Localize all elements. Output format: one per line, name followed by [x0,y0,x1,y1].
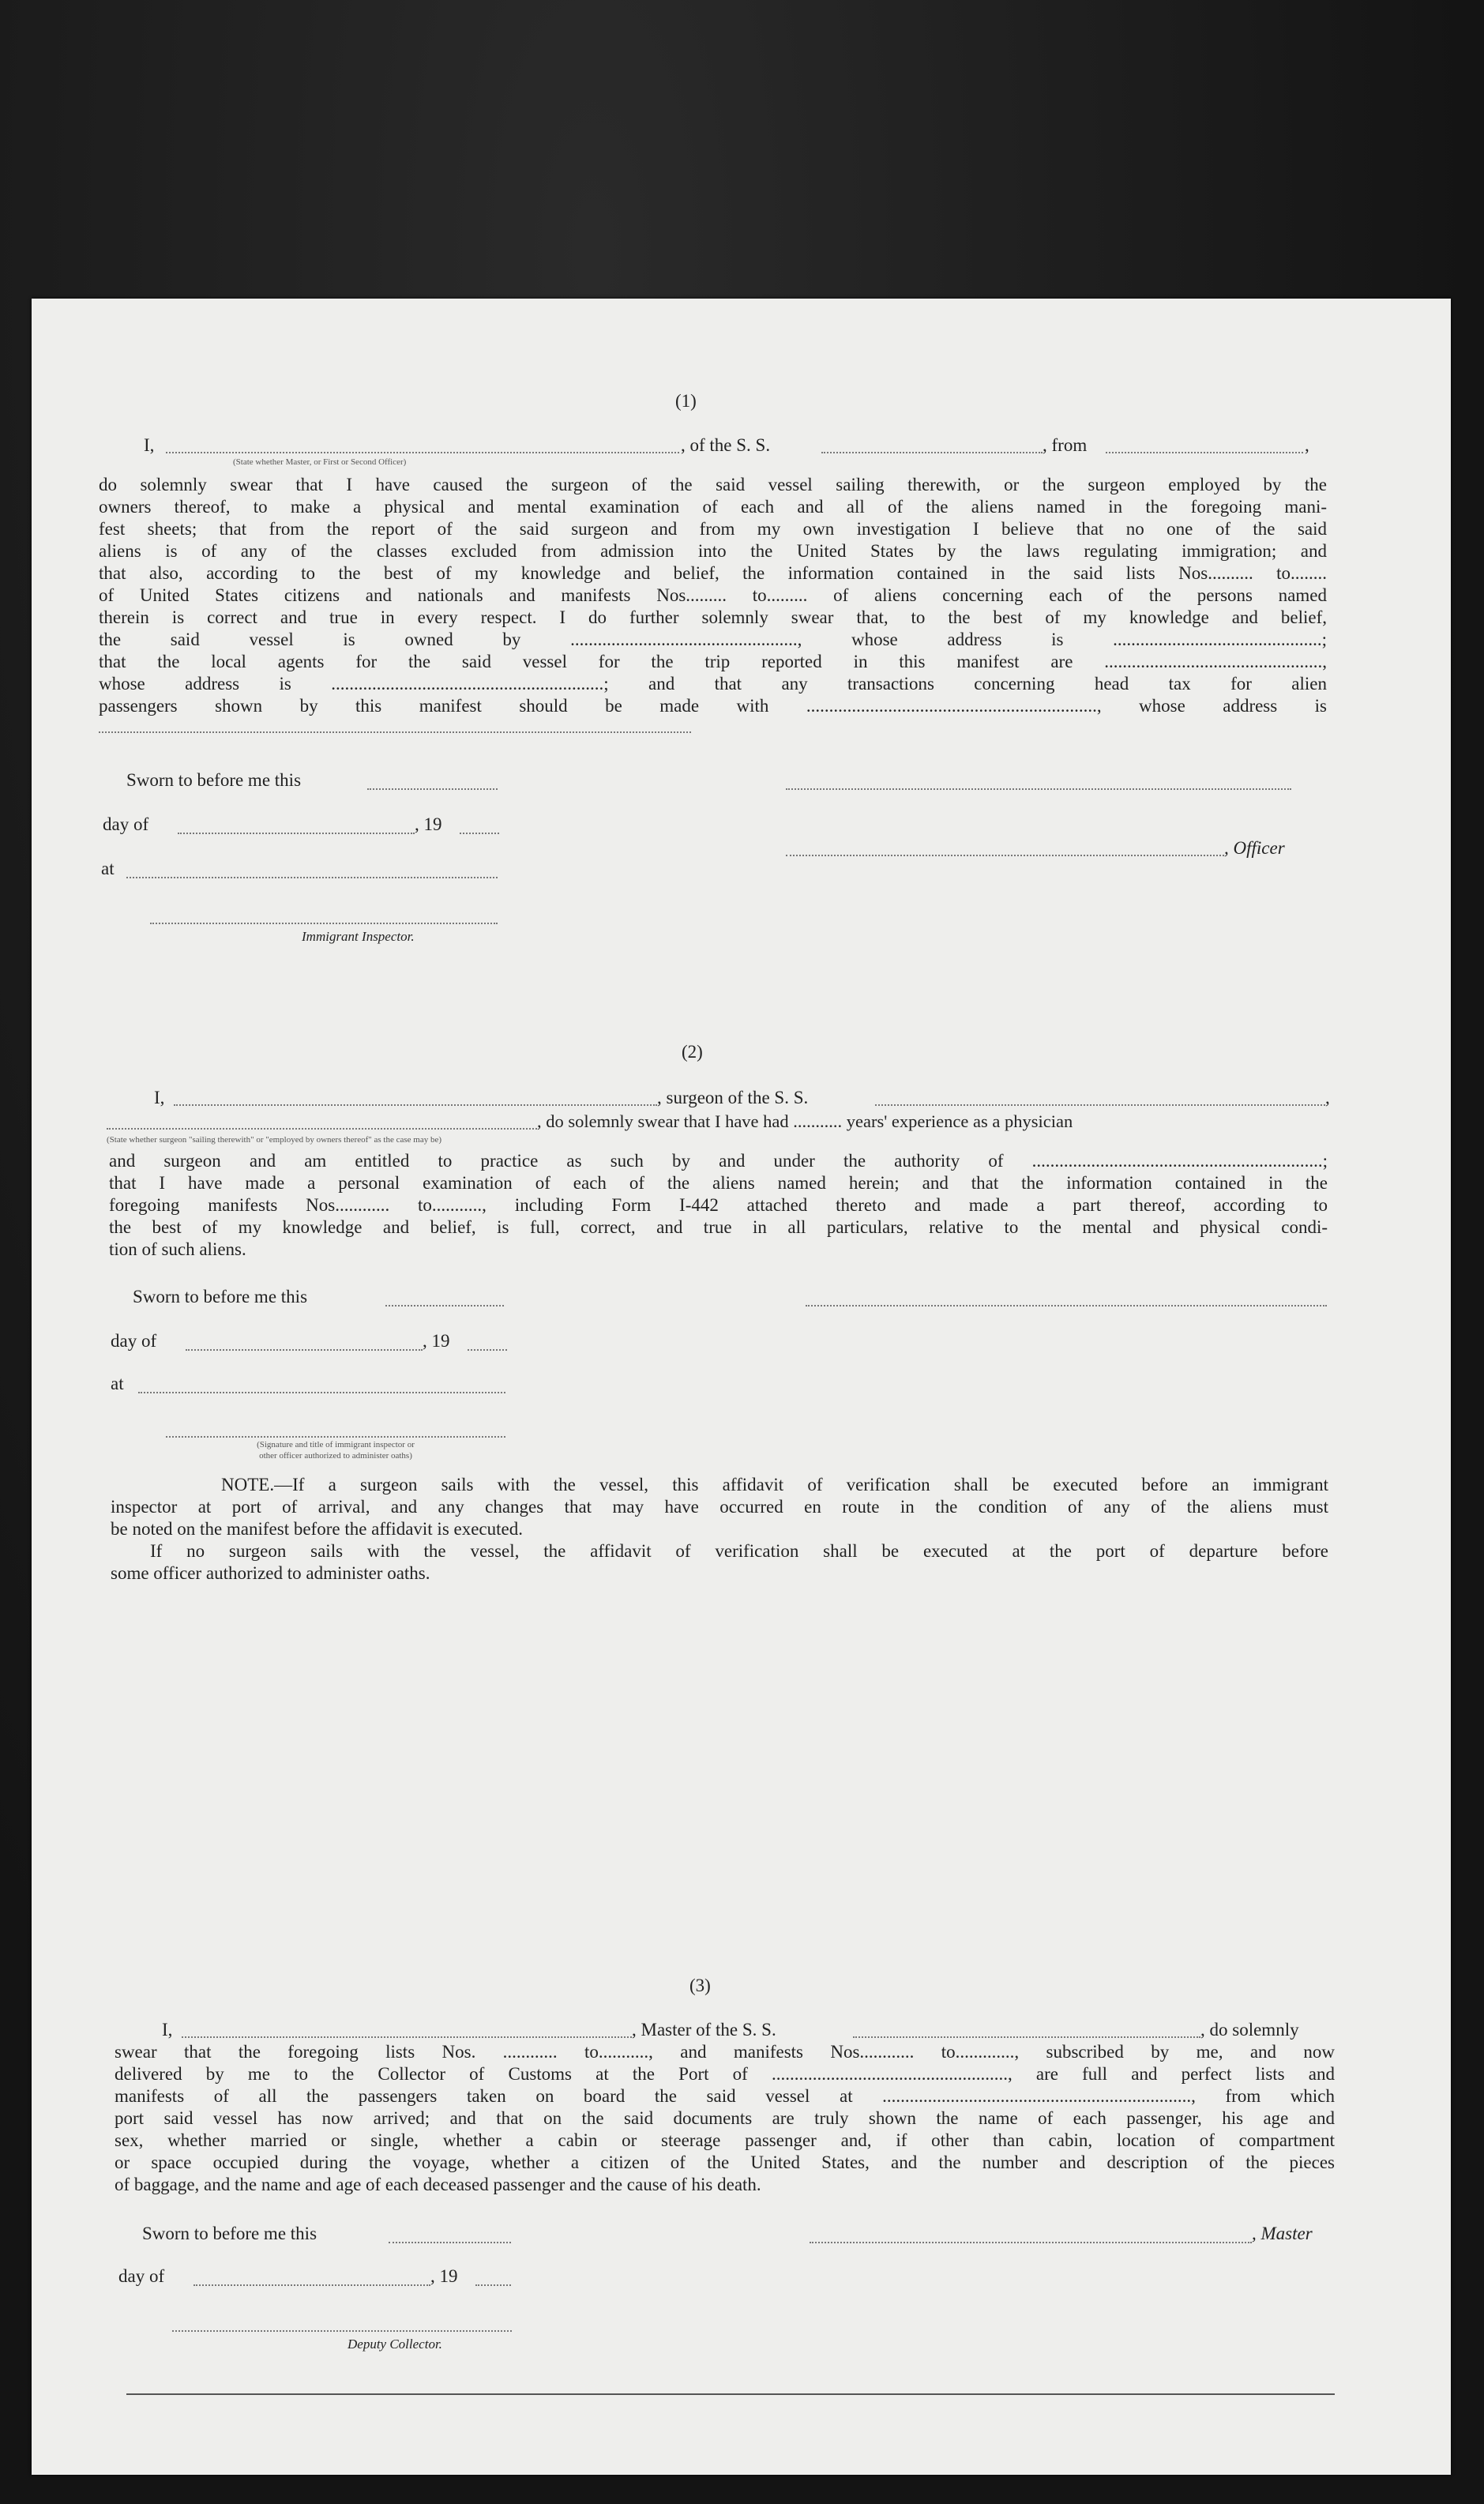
section2-number: (2) [682,1042,703,1062]
section3-vessel-field[interactable] [853,2019,1200,2038]
section1-from: , from [1043,435,1088,455]
note-line: be noted on the manifest before the affidavit is executed. [111,1519,523,1539]
immigrant-inspector-label: Immigrant Inspector. [302,929,415,944]
section1-at-label: at [101,859,115,878]
section3-year-label: , 19 [430,2266,458,2286]
section1-year-label: , 19 [415,814,442,834]
head-tax-address-field[interactable] [99,714,691,733]
section3-year-field[interactable] [475,2267,511,2286]
section1-body-line: the said vessel is owned by .................................................., whose address is ..............................................; [99,630,1327,649]
section2-year-label: , 19 [423,1331,450,1351]
section3-body-line: sex, whether married or single, whether a cabin or steerage passenger and, if other than cabin, location of compartment [115,2130,1335,2150]
section2-day-field[interactable] [186,1332,423,1351]
signature-caption-2: other officer authorized to administer oaths) [259,1451,412,1461]
section3-master-signature-field[interactable] [810,2224,1252,2243]
master-name-field[interactable] [166,434,679,453]
section2-sworn-date-field[interactable] [385,1288,504,1307]
note-line: some officer authorized to administer oaths. [111,1563,430,1583]
note-line: inspector at port of arrival, and any changes that may have occurred en route in the condition of any of the aliens must [111,1497,1328,1517]
officer-signature-field[interactable] [786,837,1224,856]
section1-day-of-label: day of [103,814,149,834]
surgeon-status-field[interactable] [107,1111,537,1130]
section2-place-field[interactable] [138,1374,505,1393]
section2-line2: , do solemnly swear that I have had ........... years' experience as a physician [537,1111,1073,1131]
section1-body-line: owners thereof, to make a physical and mental examination of each and all of the aliens named in the foregoing mani- [99,497,1327,517]
section3-solemnly: , do solemnly [1200,2020,1299,2040]
section2-surgeon-of-ss: , surgeon of the S. S. [657,1088,809,1107]
section2-at-label: at [111,1374,124,1393]
section2-comma: , [1325,1088,1330,1107]
collector-signature-field[interactable] [172,2313,512,2332]
note-line: If no surgeon sails with the vessel, the affidavit of verification shall be executed at the port of departure before [150,1541,1328,1561]
signature-caption-1: (Signature and title of immigrant inspector or [257,1440,415,1449]
section2-body-line: that I have made a personal examination of each of the aliens named herein; and that the information contained in the [109,1173,1328,1193]
section1-place-field[interactable] [126,859,498,878]
section1-number: (1) [675,391,697,411]
section1-i: I, [144,435,155,455]
section2-body [109,1150,1328,1261]
section2-day-of-label: day of [111,1331,157,1351]
section1-of-ss: , of the S. S. [681,435,771,455]
section2-body-line: foregoing manifests Nos............ to..........., including Form I-442 attached thereto and made a part thereof, according to [109,1195,1328,1215]
section3-sworn-date-field[interactable] [389,2224,511,2243]
section1-body-line: whose address is ............................................................; and that any transactions concerning head tax for alien [99,674,1327,694]
section3-master-name-field[interactable] [182,2019,632,2038]
section3-master-of-ss: , Master of the S. S. [632,2020,776,2040]
bottom-rule [126,2393,1335,2395]
surgeon-name-field[interactable] [174,1087,657,1106]
section1-officer-signature-field[interactable] [786,771,1291,790]
section1-year-field[interactable] [460,815,499,834]
vessel-name-field[interactable] [821,434,1043,453]
section2-body-line: and surgeon and am entitled to practice as such by and under the authority of ................................................................; [109,1151,1328,1171]
note-line: NOTE.—If a surgeon sails with the vessel, this affidavit of verification shall be executed before an immigrant [221,1475,1328,1495]
section2-sworn-label: Sworn to before me this [133,1287,308,1307]
section3-body-line: port said vessel has now arrived; and that on the said documents are truly shown the name of each passenger, his age and [115,2108,1335,2128]
section3-body-line: manifests of all the passengers taken on board the said vessel at ...................................................................., from which [115,2086,1335,2106]
section1-body [99,474,1327,717]
surgeon-signature-field[interactable] [806,1288,1327,1307]
section1-body-line: passengers shown by this manifest should be made with ................................................................, whose address is [99,696,1327,716]
master-title-caption: (State whether Master, or First or Second Officer) [233,457,407,467]
section2-year-field[interactable] [468,1332,507,1351]
section2-note [111,1474,1328,1585]
section1-day-field[interactable] [178,815,415,834]
section2-vessel-field[interactable] [875,1087,1325,1106]
section2-i: I, [154,1088,165,1107]
manifest-affidavit-sheet [32,299,1451,2475]
section1-sworn-label: Sworn to before me this [126,770,302,790]
inspector-signature-field[interactable] [150,905,498,924]
section1-sworn-date-field[interactable] [367,771,498,790]
officer-label: , Officer [1224,838,1285,858]
section3-i: I, [162,2020,173,2040]
section1-body-line: aliens is of any of the classes excluded from admission into the United States by the laws regulating immigration; and [99,541,1327,561]
section3-body-line: swear that the foregoing lists Nos. ............ to..........., and manifests Nos............ to............., subscribed by me, and now [115,2042,1335,2062]
master-label: , Master [1252,2224,1313,2243]
section1-body-line: that the local agents for the said vessel for the trip reported in this manifest are ................................................, [99,652,1327,671]
section3-body [115,2041,1335,2196]
section3-number: (3) [689,1976,711,1995]
section1-comma: , [1305,435,1309,455]
section3-body-line: or space occupied during the voyage, whether a citizen of the United States, and the number and description of the pieces [115,2152,1335,2172]
surgeon-status-caption: (State whether surgeon "sailing therewith" or "employed by owners thereof" as the case may be) [107,1135,442,1145]
section3-body-line: of baggage, and the name and age of each deceased passenger and the cause of his death. [115,2175,761,2194]
section3-day-of-label: day of [118,2266,165,2286]
section3-sworn-label: Sworn to before me this [142,2224,317,2243]
section2-body-line: the best of my knowledge and belief, is full, correct, and true in all particulars, relative to the mental and physical condi- [109,1217,1328,1237]
deputy-collector-label: Deputy Collector. [348,2337,442,2352]
section2-body-line: tion of such aliens. [109,1239,246,1259]
section3-body-line: delivered by me to the Collector of Customs at the Port of ...................................................., are full and perfect lists and [115,2064,1335,2084]
section2-inspector-signature-field[interactable] [166,1419,505,1438]
section1-body-line: do solemnly swear that I have caused the surgeon of the said vessel sailing therewith, or the surgeon employed by the [99,475,1327,494]
section3-day-field[interactable] [193,2267,430,2286]
section1-body-line: that also, according to the best of my knowledge and belief, the information contained in the said lists Nos.......... to........ [99,563,1327,583]
departure-port-field[interactable] [1106,434,1303,453]
section1-body-line: fest sheets; that from the report of the said surgeon and from my own investigation I believe that no one of the said [99,519,1327,539]
section1-body-line: therein is correct and true in every respect. I do further solemnly swear that, to the best of my knowledge and belief, [99,607,1327,627]
section1-body-line: of United States citizens and nationals and manifests Nos......... to......... of aliens concerning each of the persons named [99,585,1327,605]
